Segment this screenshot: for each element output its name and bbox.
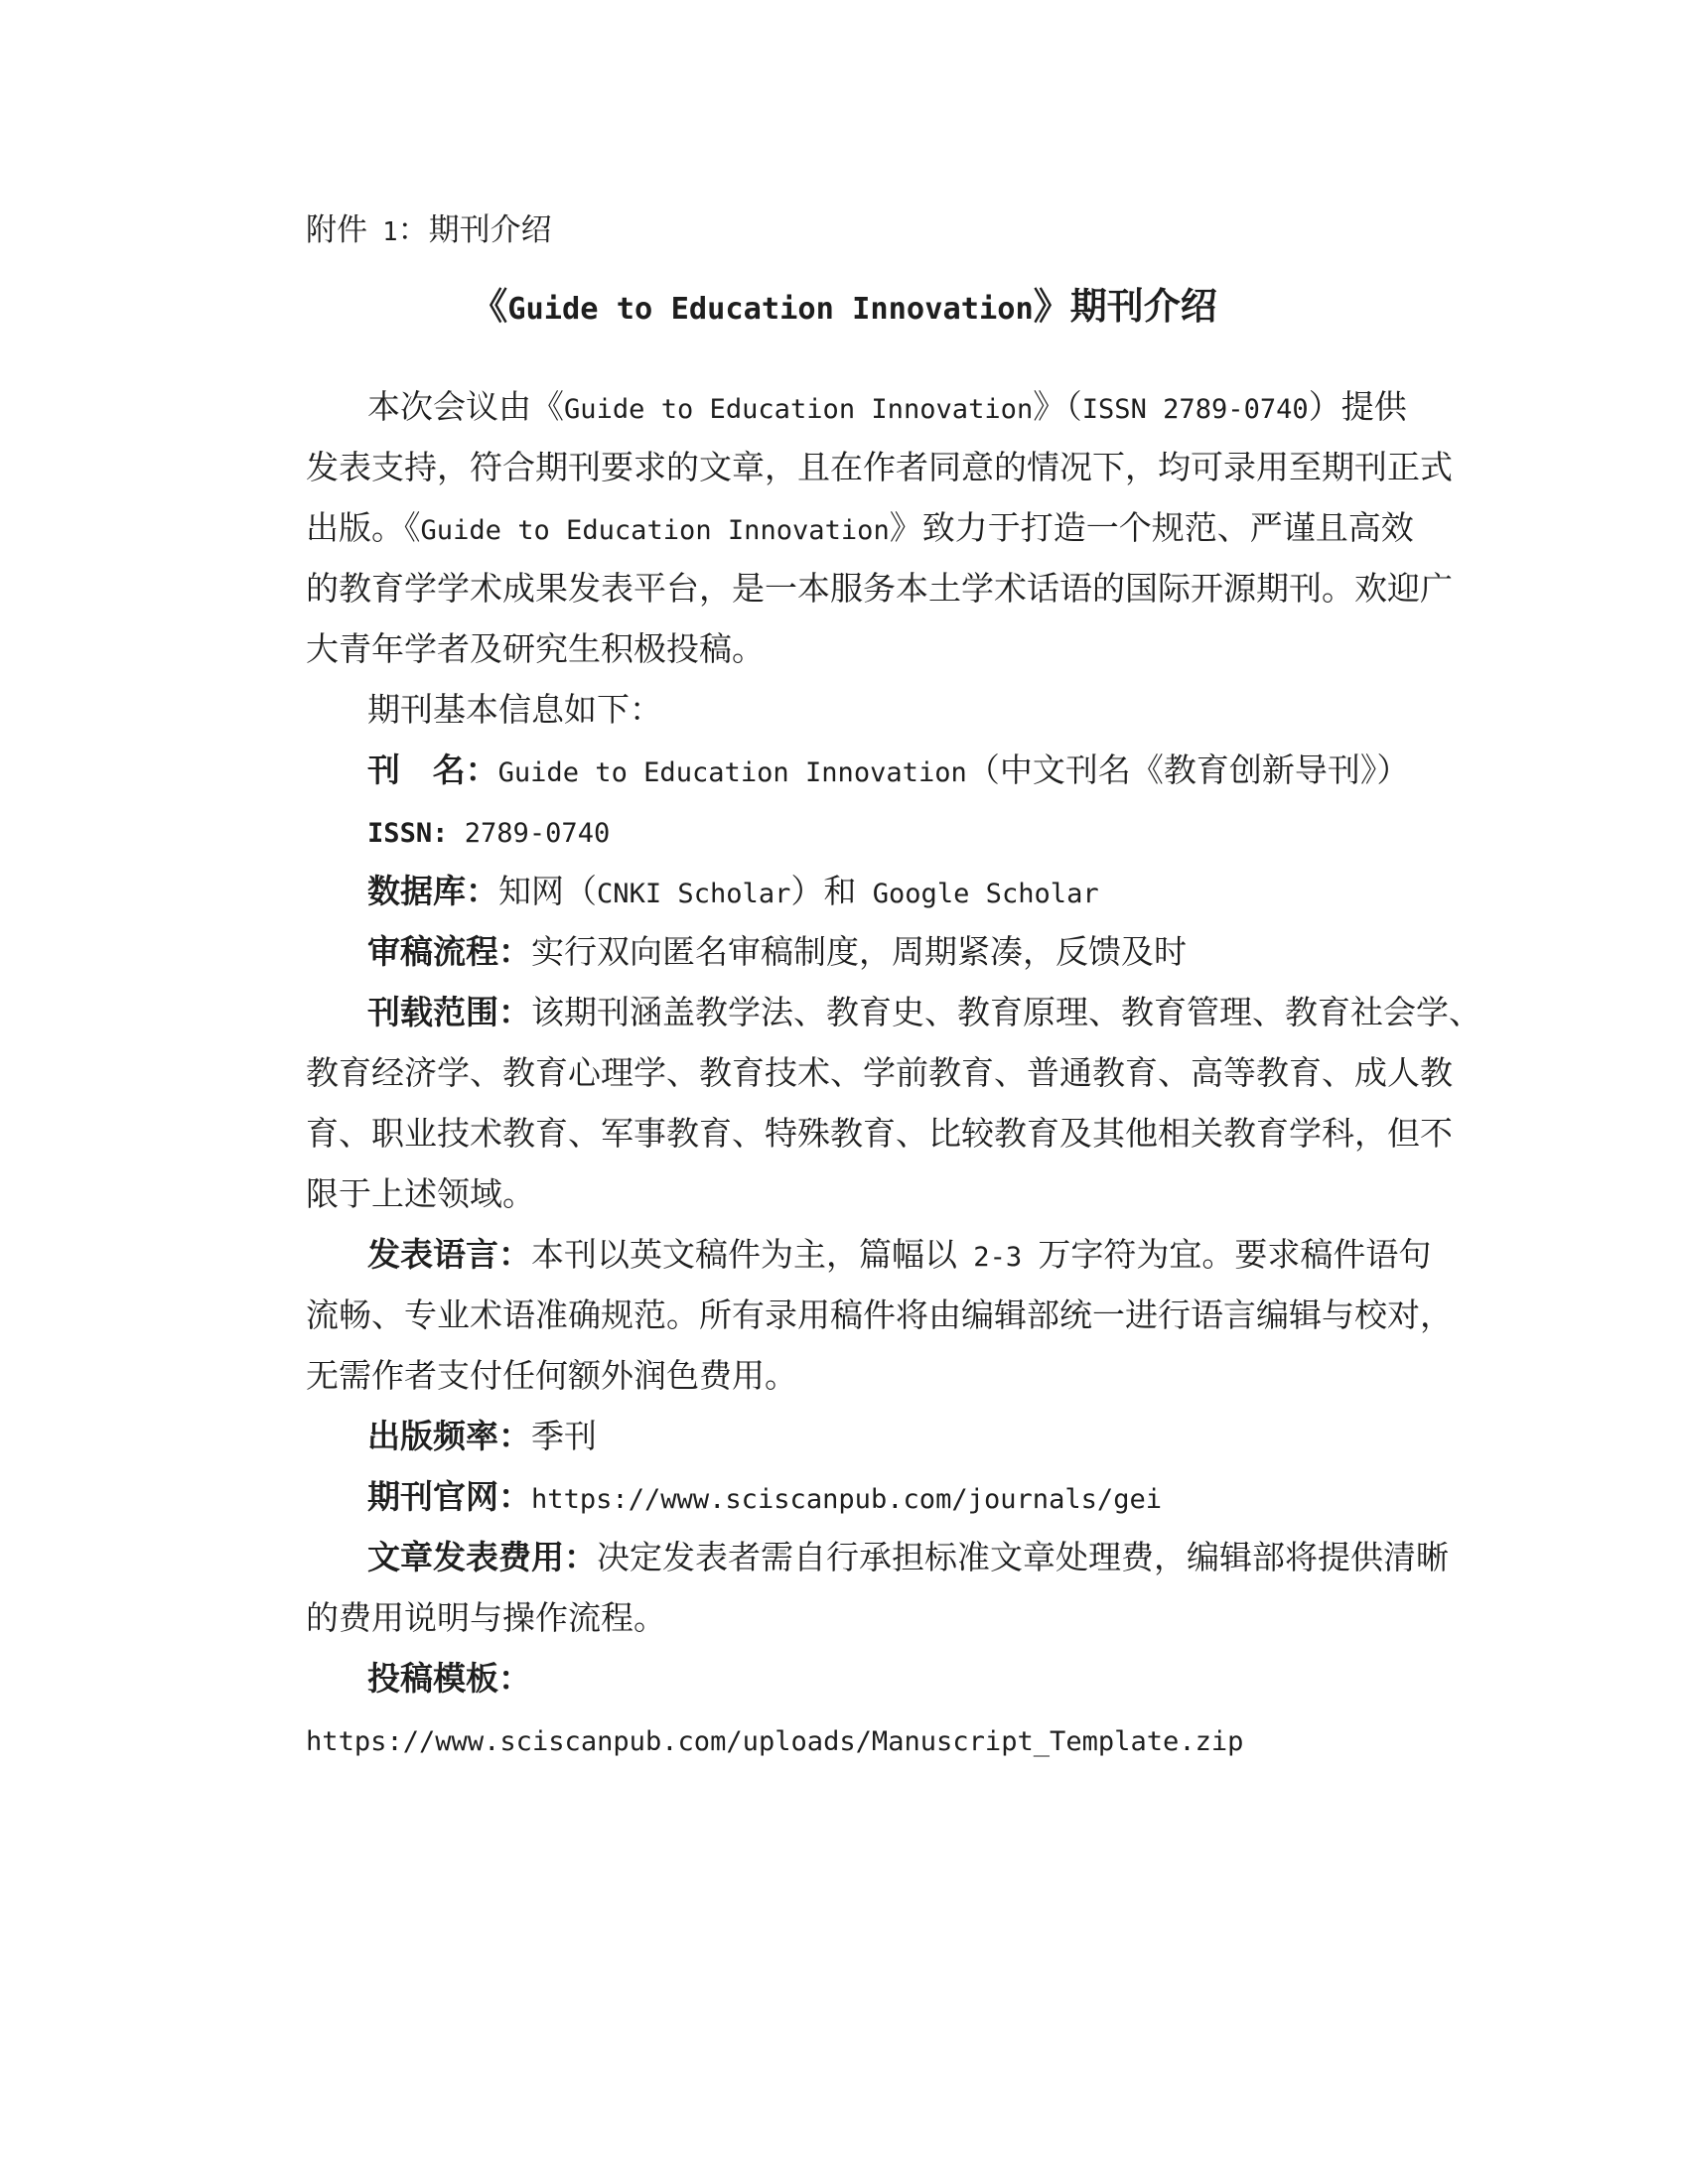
text-line (306, 620, 1428, 681)
text-line (306, 1287, 1453, 1347)
text-line (306, 1347, 1428, 1408)
text-segment: 季刊 (531, 1420, 597, 1455)
text-segment: Guide to Education Innovation（中文刊名《教育创新导刊》） (497, 753, 1410, 789)
text-segment: 2789-0740 (448, 818, 611, 849)
field-label: 文章发表费用： (367, 1541, 597, 1576)
page-title: 《Guide to Education Innovation》期刊介绍 (471, 287, 1217, 328)
text-segment: 期刊基本信息如下： (367, 693, 662, 729)
field-label: 刊 名： (367, 753, 498, 789)
field-label: 数据库： (367, 875, 498, 910)
text-line (306, 1529, 1449, 1589)
text-line (306, 378, 1428, 439)
text-line (306, 984, 1481, 1044)
text-segment: 育、职业技术教育、军事教育、特殊教育、比较教育及其他相关教育学科，但不 (306, 1117, 1453, 1153)
document-lines (306, 378, 1481, 1771)
attachment-label: 附件 1：期刊介绍 (306, 212, 552, 247)
text-segment: 无需作者支付任何额外润色费用。 (306, 1359, 797, 1395)
text-segment: 本刊以英文稿件为主，篇幅以 2-3 万字符为宜。要求稿件语句 (531, 1238, 1432, 1274)
text-segment: 发表支持，符合期刊要求的文章，且在作者同意的情况下，均可录用至期刊正式 (306, 451, 1453, 486)
text-line (306, 560, 1453, 620)
text-segment: 大青年学者及研究生积极投稿。 (306, 632, 765, 668)
text-line (306, 1650, 1428, 1710)
text-segment: 该期刊涵盖教学法、教育史、教育原理、教育管理、教育社会学、 (531, 996, 1481, 1031)
text-segment: 实行双向匿名审稿制度，周期紧凑，反馈及时 (531, 935, 1187, 971)
text-segment: https://www.sciscanpub.com/journals/gei (531, 1484, 1163, 1515)
field-label: ISSN: (367, 818, 449, 849)
text-line (306, 1044, 1453, 1105)
text-line (306, 1105, 1453, 1165)
text-line (306, 681, 1428, 742)
text-segment: 的费用说明与操作流程。 (306, 1601, 666, 1637)
text-line (306, 1710, 1428, 1771)
text-line (306, 742, 1428, 802)
text-line (306, 1226, 1432, 1287)
text-segment: 决定发表者需自行承担标准文章处理费，编辑部将提供清晰 (597, 1541, 1449, 1576)
text-line (306, 499, 1428, 560)
text-line (306, 863, 1428, 923)
field-label: 刊载范围： (367, 996, 531, 1031)
field-label: 期刊官网： (367, 1480, 531, 1516)
field-label: 出版频率： (367, 1420, 531, 1455)
text-segment: 限于上述领域。 (306, 1177, 535, 1213)
text-segment: 本次会议由《Guide to Education Innovation》（ISSN 2789-0740）提供 (367, 390, 1407, 426)
text-line (306, 923, 1428, 984)
text-line (306, 802, 1428, 863)
text-line (306, 1165, 1428, 1226)
text-line (306, 1589, 1428, 1650)
field-label: 发表语言： (367, 1238, 531, 1274)
text-line (306, 1408, 1428, 1468)
text-segment: 教育经济学、教育心理学、教育技术、学前教育、普通教育、高等教育、成人教 (306, 1056, 1453, 1092)
text-line (306, 439, 1453, 499)
text-segment: 出版。《Guide to Education Innovation》致力于打造一个规范、严谨且高效 (306, 511, 1414, 547)
text-segment: https://www.sciscanpub.com/uploads/Manuscript_Template.zip (306, 1726, 1244, 1757)
text-segment: 流畅、专业术语准确规范。所有录用稿件将由编辑部统一进行语言编辑与校对， (306, 1298, 1453, 1334)
text-segment: 知网（CNKI Scholar）和 Google Scholar (498, 875, 1099, 910)
text-line (306, 1468, 1428, 1529)
text-segment: 的教育学学术成果发表平台，是一本服务本土学术话语的国际开源期刊。欢迎广 (306, 572, 1453, 608)
field-label: 审稿流程： (367, 935, 531, 971)
field-label: 投稿模板： (367, 1662, 531, 1698)
